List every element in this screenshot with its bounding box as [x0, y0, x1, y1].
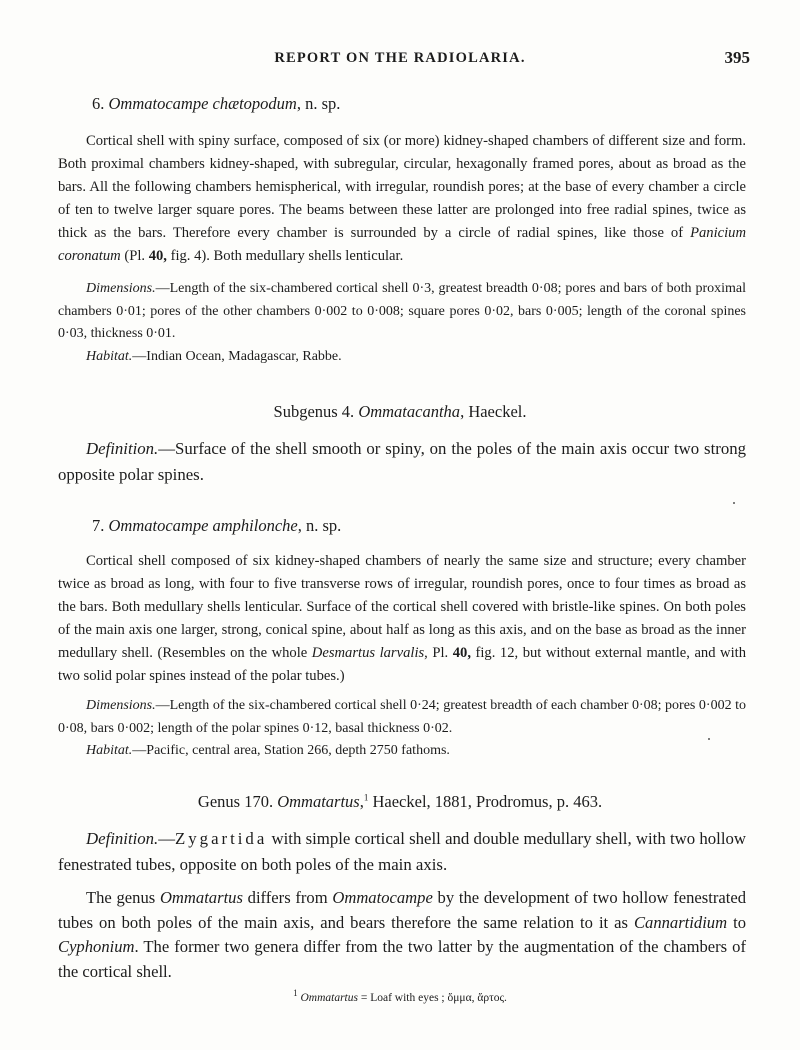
species-6-name: Ommatocampe chætopodum [108, 94, 297, 113]
species-6-dimensions-text: —Length of the six-chambered cortical shell 0·3, greatest breadth 0·08; pores and bars of both proximal chambers 0·01; pores of the other chambers 0·002 to 0·008; square pores 0·02, bars 0·005; length of the coronal spines 0·03, thickness 0·01. [58, 281, 746, 341]
genus-170-definition-family: Zygartida [175, 829, 268, 848]
subgenus-4-definition-text: —Surface of the shell smooth or spiny, on the poles of the main axis occur two strong opposite polar spines. [58, 439, 746, 484]
species-7-description [58, 550, 746, 688]
genus-170-suffix: Haeckel, 1881, Prodromus, p. 463. [368, 792, 603, 811]
genus-170-definition-label: Definition. [86, 829, 159, 848]
species-6-desc-text-1: Cortical shell with spiny surface, composed of six (or more) kidney-shaped chambers of different size and form. Both proximal chambers kidney-shaped, with subregular, circular, hexagonally framed pores, about as broad as the bars. All the following chambers hemispherical, with irregular, roundish pores; at the base of every chamber a circle of ten to twelve larger square pores. The beams between these latter are prolonged into free radial spines, twice as thick as the bars. Therefore every chamber is surrounded by a circle of radial spines, like those of [58, 133, 746, 241]
species-6-desc-plate: 40, [148, 248, 167, 264]
species-6-description [58, 130, 746, 268]
species-7-dimensions-text: —Length of the six-chambered cortical shell 0·24; greatest breadth of each chamber 0·08; pores 0·002 to 0·08, bars 0·002; length of the polar spines 0·12, basal thickness 0·02. [58, 698, 746, 736]
subgenus-4-prefix: Subgenus 4. [273, 402, 359, 421]
species-6-dimensions [58, 278, 746, 346]
species-7-habitat-text: —Pacific, central area, Station 266, depth 2750 fathoms. [132, 743, 450, 758]
species-6-habitat [58, 346, 746, 369]
stray-mark [733, 502, 735, 504]
species-7-heading [92, 516, 780, 536]
species-6-suffix: , n. sp. [296, 94, 341, 113]
genus-170-para-ommatocampe: Ommatocampe [332, 888, 433, 907]
genus-170-definition [58, 826, 746, 878]
subgenus-4-definition-label: Definition. [86, 439, 159, 458]
species-7-desc-ref-species: Desmartus larvalis [311, 645, 425, 661]
genus-170-para-cyphonium: Cyphonium [58, 937, 135, 956]
species-7-dimensions-label: Dimensions. [86, 698, 156, 713]
genus-170-para-2: differs from [242, 888, 333, 907]
genus-170-prefix: Genus 170. [197, 792, 278, 811]
species-6-habitat-text: —Indian Ocean, Madagascar, Rabbe. [132, 348, 342, 364]
species-7-habitat [58, 740, 746, 763]
genus-170-para-ommatartus: Ommatartus [159, 888, 243, 907]
species-7-number: 7. [92, 516, 105, 535]
species-7-desc-text-1: Cortical shell composed of six kidney-shaped chambers of nearly the same size and structure; every chamber twice as broad as long, with four to five transverse rows of irregular, roundish pores, once to four times as broad as the bars. Both medullary shells lenticular. Surface of the cortical shell covered with bristle-like spines. On both poles of the main axis one larger, strong, conical spine, about half as long as this axis, and on the base as broad as the inner medullary shell. (Resembles on the whole [58, 553, 746, 661]
footnote-mark: 1 [293, 988, 298, 998]
running-title: REPORT ON THE RADIOLARIA. [274, 50, 526, 66]
footnote [0, 988, 800, 1004]
genus-170-para-cannartidium: Cannartidium [633, 912, 728, 932]
genus-170-definition-text: with simple cortical shell and double medullary shell, with two hollow fenestrated tubes, opposite on both poles of the main axis. [58, 829, 746, 874]
species-6-heading [92, 94, 780, 114]
page-number: 395 [724, 48, 750, 67]
species-6-desc-text-3: fig. 4). Both medullary shells lenticular. [166, 248, 404, 264]
species-7-desc-plate: 40, [452, 645, 471, 661]
genus-170-heading: Genus 170. Ommatartus,$^1$ Haeckel, 1881, Prodromus, p. 463. [197, 792, 603, 811]
species-7-desc-text-3: fig. 12, but without external mantle, and with two solid polar spines instead of the polar tubes.) [58, 645, 746, 684]
subgenus-4-suffix: , Haeckel. [460, 402, 527, 421]
genus-170-definition-dash: — [158, 829, 176, 848]
species-7-dimensions [58, 695, 746, 740]
genus-170-footnote-mark: 1 [363, 792, 369, 803]
species-7-name: Ommatocampe amphilonche [108, 516, 298, 535]
species-6-meta [58, 278, 746, 368]
genus-170-name: Ommatartus [277, 792, 360, 811]
genus-170-para-4: to [727, 912, 746, 932]
subgenus-4-name: Ommatacantha [358, 402, 461, 421]
footnote-term: Ommatartus [300, 991, 358, 1004]
species-6-number: 6. [92, 94, 105, 113]
genus-170-para-5: . The former two genera differ from the two latter by the augmentation of the chambers of the cortical shell. [58, 937, 746, 981]
species-7-suffix: , n. sp. [297, 516, 342, 535]
genus-170-para-1: The genus [86, 888, 160, 907]
species-6-desc-ref-species: Panicium coronatum [58, 225, 746, 264]
page-header [0, 50, 800, 74]
species-6-habitat-label: Habitat. [86, 348, 133, 364]
species-7-meta [58, 695, 746, 763]
species-6-desc-text-2: (Pl. [120, 248, 149, 264]
footnote-text: = Loaf with eyes ; ὄμμα, ἄρτος. [357, 991, 507, 1004]
genus-170-paragraph [58, 886, 746, 984]
species-7-desc-text-2: , Pl. [424, 645, 453, 661]
stray-mark [708, 738, 710, 740]
subgenus-4-heading [0, 402, 800, 422]
species-7-habitat-label: Habitat. [86, 743, 133, 758]
species-6-dimensions-label: Dimensions. [86, 281, 156, 296]
subgenus-4-definition [58, 436, 746, 488]
genus-170-para-3: by the development of two hollow fenestrated tubes on both poles of the main axis, and bears therefore the same relation to it as [58, 888, 746, 932]
